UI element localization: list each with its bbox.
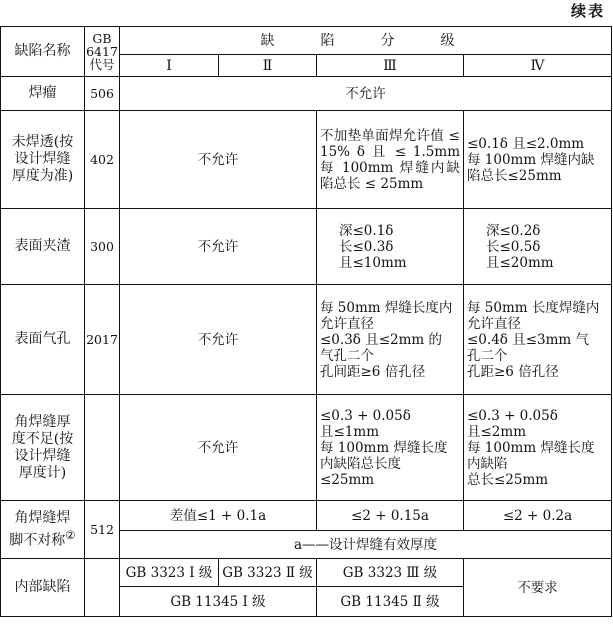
row-name-text: 角焊缝焊 脚不对称 <box>9 509 71 549</box>
row-value-grade-4: ≤2 + 0.2a <box>464 501 612 531</box>
row-value-grade-3: ≤2 + 0.15a <box>317 501 464 531</box>
row-value-grade-3: 每 50mm 焊缝长度内 允许直径 ≤0.3δ 且≤2mm 的 气孔二个 孔间距≥6 倍孔径 <box>317 285 464 395</box>
row-value-grade-3: GB 3323 Ⅲ 级 <box>317 559 464 587</box>
row-code: 2017 <box>85 285 120 395</box>
row-value-grade-4: 不要求 <box>464 559 612 617</box>
row-value: 不允许 <box>120 111 317 209</box>
row-note: a——设计焊缝有效厚度 <box>120 531 612 559</box>
table-row <box>1 559 612 587</box>
table-row <box>1 501 612 531</box>
table-row <box>1 111 612 209</box>
row-value-grade-3: 不加垫单面焊允许值 ≤ 15% δ 且 ≤ 1.5mm 每 100mm 焊缝内缺陷总长 ≤ 25mm <box>317 111 464 209</box>
row-code: 512 <box>85 501 120 559</box>
row-value: 差值≤1 + 0.1a <box>120 501 317 531</box>
row-value-grade-1: GB 3323 Ⅰ 级 <box>120 559 219 587</box>
row-name: 内部缺陷 <box>1 559 85 617</box>
table-row <box>1 395 612 501</box>
row-name: 表面夹渣 <box>1 209 85 285</box>
grade-2: Ⅱ <box>219 55 317 77</box>
row-value-grade-1-2: GB 11345 Ⅰ 级 <box>120 587 317 617</box>
row-value: 不允许 <box>120 209 317 285</box>
row-code <box>85 395 120 501</box>
footnote-mark: ② <box>65 527 76 542</box>
row-value-grade-4: 深≤0.2δ 长≤0.5δ 且≤20mm <box>464 209 612 285</box>
row-code: 402 <box>85 111 120 209</box>
table-row <box>1 285 612 395</box>
row-value: 不允许 <box>120 395 317 501</box>
row-name: 焊瘤 <box>1 77 85 111</box>
row-value-grade-3: 深≤0.1δ 长≤0.3δ 且≤10mm <box>317 209 464 285</box>
grade-3: Ⅲ <box>317 55 464 77</box>
row-name <box>1 501 85 559</box>
grade-4: Ⅳ <box>464 55 612 77</box>
row-value-grade-3b: GB 11345 Ⅱ 级 <box>317 587 464 617</box>
row-value: 不允许 <box>120 77 612 111</box>
row-value-grade-4: ≤0.1δ 且≤2.0mm 每 100mm 焊缝内缺 陷总长≤25mm <box>464 111 612 209</box>
row-value-grade-3: ≤0.3 + 0.05δ 且≤1mm 每 100mm 焊缝长度 内缺陷总长度 ≤25mm <box>317 395 464 501</box>
header-defect-class: 缺 陷 分 级 <box>120 27 612 55</box>
table-row <box>1 77 612 111</box>
row-name: 角焊缝厚 度不足(按 设计焊缝 厚度计) <box>1 395 85 501</box>
header-defect-name: 缺陷名称 <box>1 27 85 77</box>
row-name: 未焊透(按 设计焊缝 厚度为准) <box>1 111 85 209</box>
row-code: 506 <box>85 77 120 111</box>
table-row <box>1 209 612 285</box>
header-gb-code: GB 6417 代号 <box>85 27 120 77</box>
row-code <box>85 559 120 617</box>
row-code: 300 <box>85 209 120 285</box>
row-name: 表面气孔 <box>1 285 85 395</box>
weld-defect-table <box>0 26 612 617</box>
grade-1: Ⅰ <box>120 55 219 77</box>
row-value-grade-4: 每 50mm 长度焊缝内 允许直径 ≤0.4δ 且≤3mm 气 孔二个 孔距≥6 倍孔径 <box>464 285 612 395</box>
row-value: 不允许 <box>120 285 317 395</box>
row-value-grade-4: ≤0.3 + 0.05δ 且≤2mm 每 100mm 焊缝长度 内缺陷 总长≤25mm <box>464 395 612 501</box>
row-value-grade-2: GB 3323 Ⅱ 级 <box>219 559 317 587</box>
continued-label: 续表 <box>570 2 605 20</box>
